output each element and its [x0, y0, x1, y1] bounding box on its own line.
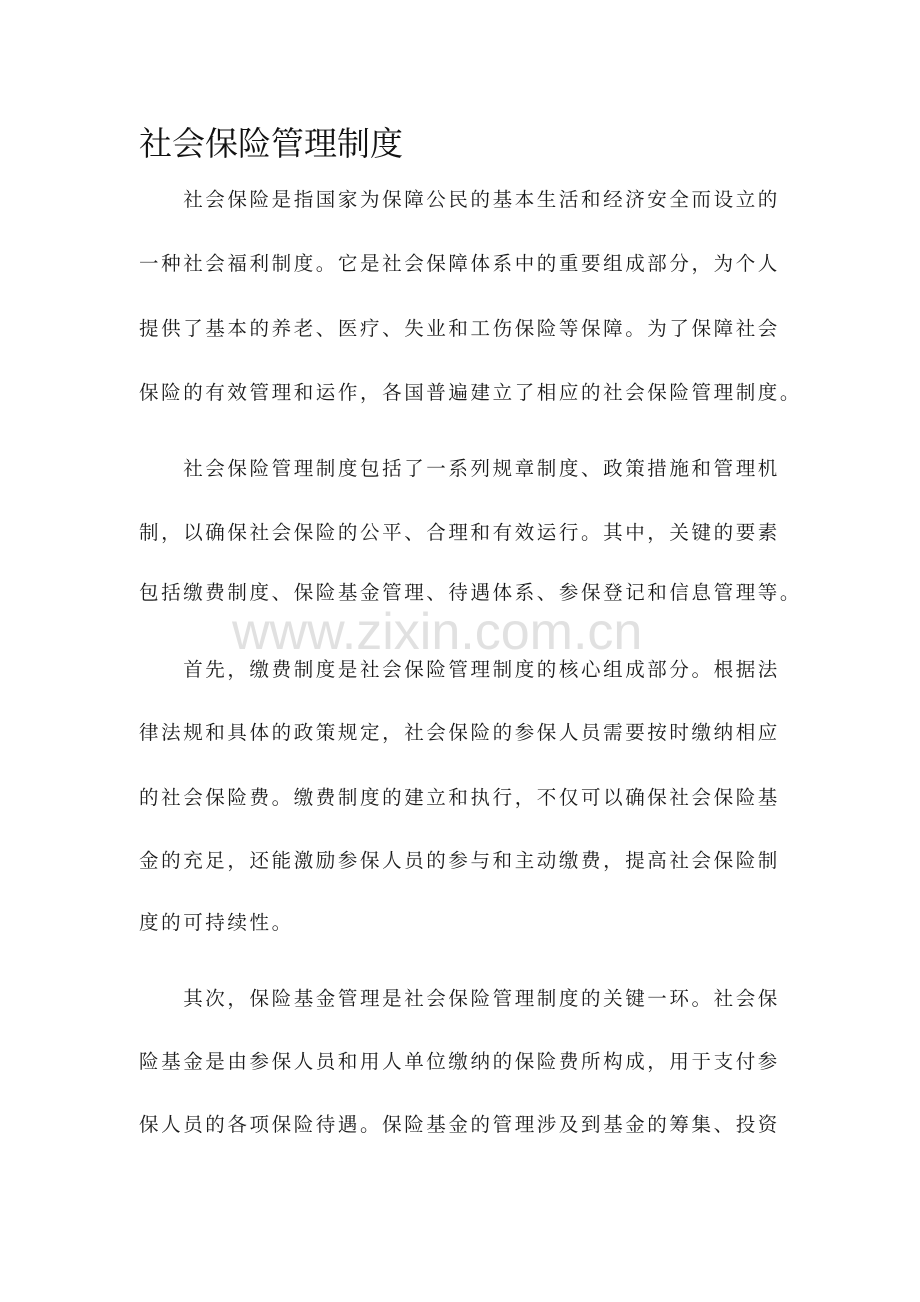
paragraph-line: 律法规和具体的政策规定，社会保险的参保人员需要按时缴纳相应	[139, 721, 780, 744]
paragraph-line: 度的可持续性。	[139, 911, 294, 934]
paragraph-line: 其次，保险基金管理是社会保险管理制度的关键一环。社会保	[139, 987, 780, 1010]
watermark: www.zixin.com.cn	[232, 603, 643, 661]
paragraph-line: 险基金是由参保人员和用人单位缴纳的保险费所构成，用于支付参	[139, 1050, 780, 1073]
paragraph-line: 一种社会福利制度。它是社会保障体系中的重要组成部分，为个人	[139, 252, 780, 275]
paragraph-line: 包括缴费制度、保险基金管理、待遇体系、参保登记和信息管理等。	[139, 581, 803, 604]
paragraph-line: 保险的有效管理和运作，各国普遍建立了相应的社会保险管理制度。	[139, 381, 803, 404]
paragraph-line: 保人员的各项保险待遇。保险基金的管理涉及到基金的筹集、投资	[139, 1113, 780, 1136]
paragraph-line: 社会保险管理制度包括了一系列规章制度、政策措施和管理机	[139, 457, 780, 480]
paragraph-line: 金的充足，还能激励参保人员的参与和主动缴费，提高社会保险制	[139, 849, 780, 872]
paragraph-line: 制，以确保社会保险的公平、合理和有效运行。其中，关键的要素	[139, 521, 780, 544]
paragraph-line: 的社会保险费。缴费制度的建立和执行，不仅可以确保社会保险基	[139, 786, 780, 809]
paragraph-line: 首先，缴费制度是社会保险管理制度的核心组成部分。根据法	[139, 658, 780, 681]
document-title: 社会保险管理制度	[139, 124, 403, 163]
paragraph-line: 社会保险是指国家为保障公民的基本生活和经济安全而设立的	[139, 188, 780, 211]
paragraph-line: 提供了基本的养老、医疗、失业和工伤保险等保障。为了保障社会	[139, 317, 780, 340]
